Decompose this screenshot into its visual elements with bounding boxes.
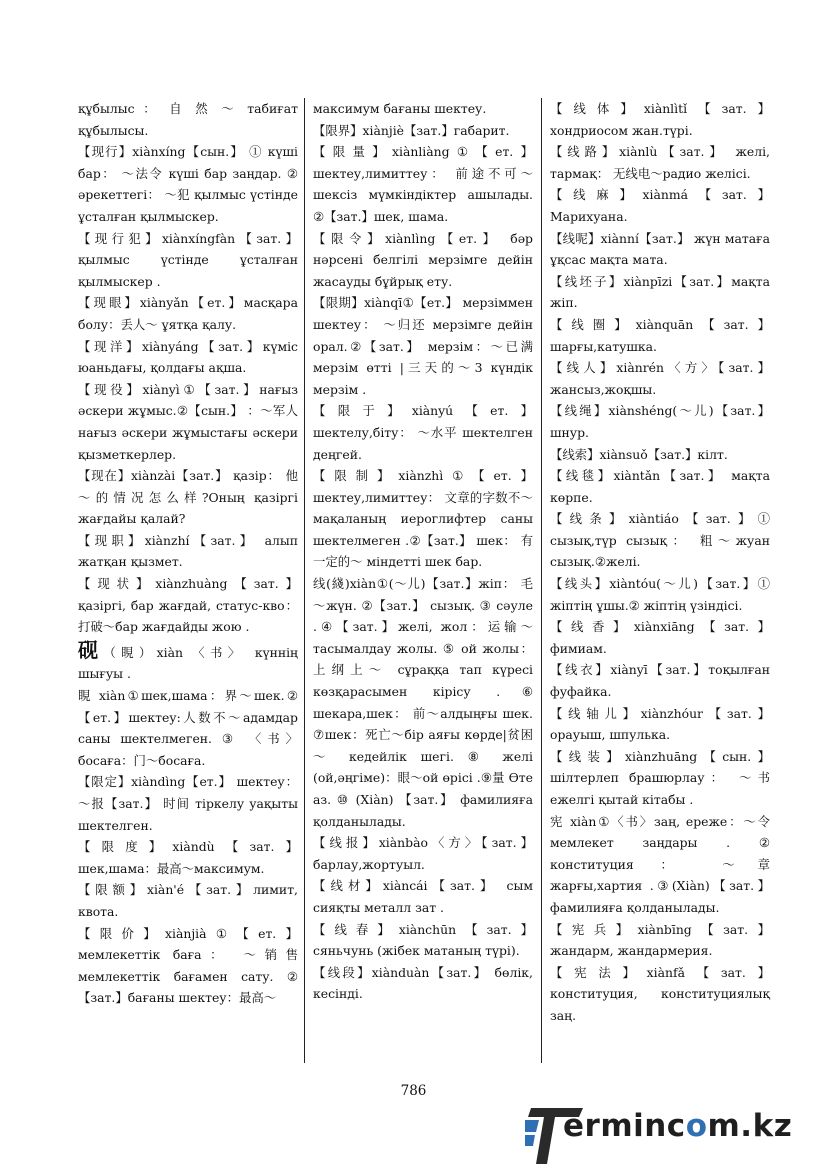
dictionary-entry: 【宪兵】xiànbīng【зат.】 жандарм, жандармерия. (550, 921, 770, 959)
dictionary-entry: 【线麻】xiànmá【зат.】 Марихуана. (550, 187, 770, 224)
dictionary-entry: 【限令】xiànlìng【ет.】 бәр нәрсені белгілі мерзімге дейін жасауды бұйрық ету. (313, 230, 533, 289)
dictionary-entry: 【线春】xiànchūn【зат.】 сяньчунь (жібек матаның түрі). (313, 921, 533, 959)
page-number: 786 (400, 1083, 427, 1099)
headword-glyph: 砚 (78, 637, 104, 662)
dictionary-entry: 【限于】xiànyú【ет.】 шектелу,біту： ～水平 шектелген деңгей. (313, 403, 533, 462)
dictionary-entry: 【宪法】xiànfǎ【зат.】 конституция, конституциялық заң. (550, 964, 770, 1023)
dictionary-entry: 【线索】xiànsuǒ【зат.】кілт. (550, 446, 728, 462)
column-divider (304, 98, 305, 1063)
column-left (78, 98, 298, 1009)
dictionary-entry: 【现洋】xiànyáng【зат.】күміс юаньдағы, қолдағы ақша. (78, 338, 298, 376)
dictionary-entry: 【线报】xiànbào〈方〉【зат.】 барлау,жортуыл. (313, 835, 533, 872)
dictionary-entry: 【限量】xiànliàng①【ет.】 шектеу,лимиттеу： 前途不可～ шексіз мүмкіндіктер ашылады. ②【зат.】шек, шама. (313, 144, 533, 224)
dictionary-entry: 线(綫)xiàn①(～儿)【зат.】жіп： 毛～жүн. ②【зат.】 сызық. ③ сәуле .④【зат.】желі, жол：运输～ тасымалдау жолы. ⑤ ой жолы： 上纲上～ сұраққа тап күресі көзқарасымен кірісу .⑥ шекара,шек： 前～алдыңғы шек. ⑦шек：死亡～бір аяғы көрде|贫困～ кедейлік шегі. ⑧ желі (ой,әңгіме)：眼～ой өрісі .⑨量 Өте аз. ⑩ (Xiàn) 【зат.】 фамилияға қолданылады. (313, 576, 533, 829)
dictionary-entry: 【线头】xiàntóu(～儿)【зат.】① жіптің ұшы.② жіптің үзіндісі. (550, 576, 770, 613)
dictionary-entry: 【线绳】xiànshéng(～儿)【зат.】 шнур. (550, 403, 770, 440)
dictionary-entry: 【线衣】xiànyī【зат.】тоқылған фуфайка. (550, 662, 770, 700)
dictionary-entry: 【线体】xiànlìtǐ【зат.】 хондриосом жан.түрі. (550, 101, 770, 138)
termincom-logo[interactable] (525, 1098, 825, 1168)
dictionary-entry: 宪 xiàn①〈书〉заң, ереже：～令 мемлекет заңдары . ② конституция ： ～章 жарғы,хартия .③(Xiàn)【зат.】 фамилияға қолданылады. (550, 813, 770, 915)
dictionary-entry: 【限额】xiàn'é【зат.】лимит, квота. (78, 882, 298, 919)
dictionary-entry: құбылыс ： 自 然 ～ табиғат құбылысы. (78, 101, 298, 138)
logo-o-mark: o (685, 1108, 708, 1144)
column-divider (541, 98, 542, 1063)
dictionary-entry: 【线条】xiàntiáo【зат.】① сызық,түр сызық： 粗～жуан сызық.②желі. (550, 511, 770, 570)
dictionary-entry: 【限期】xiànqī①【ет.】 мерзіммен шектеу： ～归还 мерзімге дейін орал.②【зат.】 мерзім：～已满 мерзім өтті |三天的～3 күндік мерзім . (313, 295, 533, 397)
dictionary-entry: 【线段】xiànduàn【зат.】 бөлік, кесінді. (313, 964, 533, 1002)
dictionary-entry: 【现役】xiànyì①【зат.】нағыз әскери жұмыс.②【сын.】 ：～军人 нағыз әскери жұмыстағы әскери қызметкерлер. (78, 381, 298, 462)
dictionary-entry: 【线坯子】xiànpīzi【зат.】мақта жіп. (550, 273, 770, 311)
dictionary-entry: 【线人】xiànrén〈方〉【зат.】 жансыз,жоқшы. (550, 360, 770, 397)
dictionary-entry: 睍 xiàn①шек,шама：界～шек.②【ет.】шектеу:人数不～адамдар саны шектелмеген. ③ 〈书〉 босаға：门～босаға. (78, 688, 298, 768)
logo-wordmark (563, 1108, 792, 1144)
dictionary-entry: 【线毯】xiàntǎn【зат.】 мақта көрпе. (550, 468, 770, 505)
dictionary-entry: 【限定】xiàndìng【ет.】 шектеу： ～报【зат.】 时间 тіркелу уақыты шектелген. (78, 774, 298, 833)
dictionary-entry: 【线圈】xiànquān【зат.】 шарғы,катушка. (550, 316, 770, 354)
dictionary-entry: 【线轴儿】xiànzhóur【зат.】 орауыш, шпулька. (550, 705, 770, 743)
dictionary-entry: 【现在】xiànzài【зат.】 қазір： 他～的情况怎么样?Оның қазіргі жағдайы қалай? (78, 468, 298, 527)
dictionary-entry: максимум бағаны шектеу. (313, 101, 487, 116)
dictionary-entry: 【现状】xiànzhuàng【зат.】 қазіргі, бар жағдай, статус-кво： 打破～бар жағдайды жою . (78, 576, 298, 635)
dictionary-entry: 【现眼】xiànyǎn【ет.】масқара болу：丢人～ ұятқа қалу. (78, 295, 298, 332)
entry-text: （睍）xiàn 〈书〉 күннің шығуы . (78, 644, 298, 682)
column-right (550, 98, 770, 1027)
dictionary-entry (78, 638, 298, 685)
dictionary-entry: 【线材】xiàncái【зат.】 сым сияқты металл зат . (313, 878, 533, 915)
dictionary-entry: 【现职】xiànzhí【зат.】 алып жатқан қызмет. (78, 532, 298, 570)
dictionary-entry: 【现行犯】xiànxíngfàn【зат.】 қылмыс үстінде ұсталған қылмыскер . (78, 230, 298, 289)
logo-text-main: erminc (563, 1108, 686, 1144)
dictionary-entry: 【线呢】xiànní【зат.】 жүн матаға ұқсас мақта мата. (550, 230, 770, 268)
dictionary-entry: 【限价】xiànjià①【ет.】 мемлекеттік баға： ～销售 мемлекеттік бағамен сату. ②【зат.】бағаны шектеу：最高～ (78, 925, 298, 1006)
dictionary-entry: 【线路】xiànlù【зат.】 желі, тармақ： 无线电～радио желісі. (550, 144, 770, 181)
column-middle (313, 98, 533, 1005)
logo-text-tail: m.kz (707, 1108, 793, 1144)
dictionary-entry: 【线香】xiànxiāng【зат.】 фимиам. (550, 619, 770, 656)
dictionary-entry: 【现行】xiànxíng【сын.】 ① күші бар： ～法令 күші бар заңдар. ② әрекеттегі： ～犯 қылмыс үстінде ұсталған қылмыскер. (78, 144, 298, 224)
dictionary-entry: 【限界】xiànjiè【зат.】габарит. (313, 122, 510, 138)
dictionary-entry: 【线装】xiànzhuāng【сын.】 шілтерлеп брашюрлау： ～书 ежелгі қытай кітабы . (550, 748, 770, 807)
dictionary-entry: 【限制】xiànzhì①【ет.】 шектеу,лимиттеу： 文章的字数不～ мақаланың иероглифтер саны шектелмеген .②【зат.】 шек： 有一定的～ міндетті шек бар. (313, 468, 533, 570)
dictionary-entry: 【限度】xiàndù【зат.】 шек,шама：最高～максимум. (78, 839, 298, 876)
